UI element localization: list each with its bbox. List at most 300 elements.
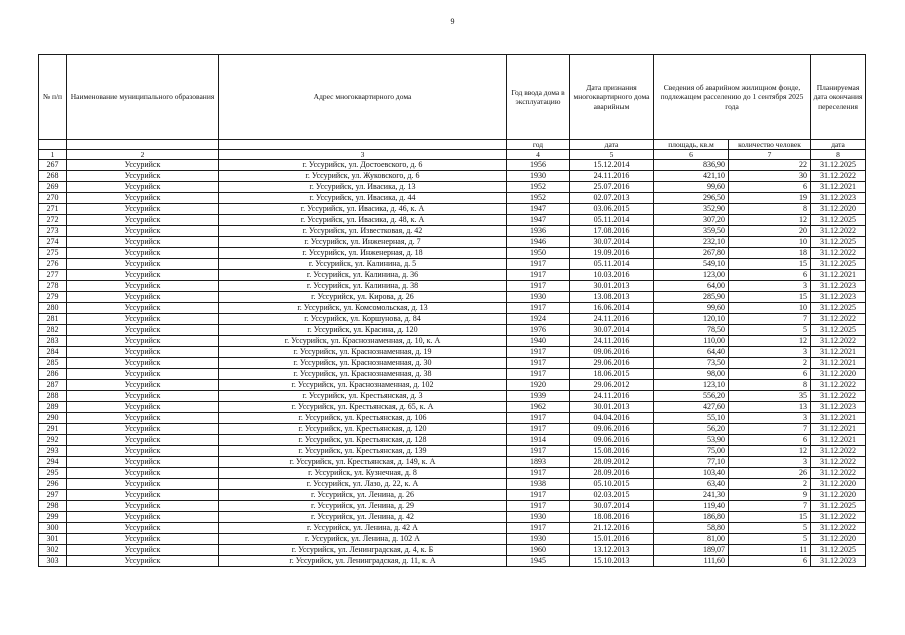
municipality-cell: Уссурийск — [67, 303, 219, 314]
municipality-cell: Уссурийск — [67, 292, 219, 303]
column-index: 1 — [39, 150, 67, 160]
header-recognition-date: Дата признания многоквартирного дома аварийным — [570, 55, 654, 140]
address-cell: г. Уссурийск, ул. Достоевского, д. 6 — [219, 160, 507, 171]
address-cell: г. Уссурийск, ул. Лазо, д. 22, к. А — [219, 479, 507, 490]
year-cell: 1917 — [507, 413, 570, 424]
address-cell: г. Уссурийск, ул. Красина, д. 120 — [219, 325, 507, 336]
people-cell: 3 — [729, 413, 811, 424]
address-cell: г. Уссурийск, ул. Крестьянская, д. 139 — [219, 446, 507, 457]
recognition-date-cell: 13.08.2013 — [570, 292, 654, 303]
unit-area: площадь, кв.м — [654, 140, 729, 150]
column-index: 6 — [654, 150, 729, 160]
table-row — [39, 545, 866, 556]
area-cell: 296,50 — [654, 193, 729, 204]
municipality-cell: Уссурийск — [67, 270, 219, 281]
address-cell: г. Уссурийск, ул. Крестьянская, д. 65, к. А — [219, 402, 507, 413]
recognition-date-cell: 30.01.2013 — [570, 281, 654, 292]
address-cell: г. Уссурийск, ул. Калинина, д. 36 — [219, 270, 507, 281]
people-cell: 5 — [729, 325, 811, 336]
address-cell: г. Уссурийск, ул. Калинина, д. 5 — [219, 259, 507, 270]
area-cell: 556,20 — [654, 391, 729, 402]
address-cell: г. Уссурийск, ул. Крестьянская, д. 120 — [219, 424, 507, 435]
year-cell: 1917 — [507, 523, 570, 534]
row-number: 301 — [39, 534, 67, 545]
municipality-cell: Уссурийск — [67, 501, 219, 512]
row-number: 286 — [39, 369, 67, 380]
table-row — [39, 468, 866, 479]
people-cell: 8 — [729, 204, 811, 215]
recognition-date-cell: 18.08.2016 — [570, 512, 654, 523]
area-cell: 73,50 — [654, 358, 729, 369]
recognition-date-cell: 25.07.2016 — [570, 182, 654, 193]
area-cell: 58,80 — [654, 523, 729, 534]
address-cell: г. Уссурийск, ул. Кирова, д. 26 — [219, 292, 507, 303]
table-row — [39, 193, 866, 204]
address-cell: г. Уссурийск, ул. Жуковского, д. 6 — [219, 171, 507, 182]
planned-end-cell: 31.12.2020 — [811, 534, 866, 545]
address-cell: г. Уссурийск, ул. Ленина, д. 102 А — [219, 534, 507, 545]
recognition-date-cell: 15.08.2016 — [570, 446, 654, 457]
row-number: 290 — [39, 413, 67, 424]
people-cell: 15 — [729, 259, 811, 270]
table-header — [39, 55, 866, 160]
recognition-date-cell: 30.07.2014 — [570, 237, 654, 248]
address-cell: г. Уссурийск, ул. Ленинградская, д. 11, к. А — [219, 556, 507, 567]
municipality-cell: Уссурийск — [67, 446, 219, 457]
year-cell: 1952 — [507, 182, 570, 193]
municipality-cell: Уссурийск — [67, 281, 219, 292]
address-cell: г. Уссурийск, ул. Краснознаменная, д. 10, к. А — [219, 336, 507, 347]
people-cell: 12 — [729, 446, 811, 457]
address-cell: г. Уссурийск, ул. Инженерная, д. 18 — [219, 248, 507, 259]
year-cell: 1947 — [507, 215, 570, 226]
year-cell: 1893 — [507, 457, 570, 468]
page-number: 9 — [450, 17, 455, 26]
recognition-date-cell: 28.09.2016 — [570, 468, 654, 479]
area-cell: 64,00 — [654, 281, 729, 292]
recognition-date-cell: 05.10.2015 — [570, 479, 654, 490]
municipality-cell: Уссурийск — [67, 435, 219, 446]
planned-end-cell: 31.12.2023 — [811, 193, 866, 204]
row-number: 267 — [39, 160, 67, 171]
row-number: 277 — [39, 270, 67, 281]
municipality-cell: Уссурийск — [67, 215, 219, 226]
row-number: 275 — [39, 248, 67, 259]
year-cell: 1917 — [507, 369, 570, 380]
address-cell: г. Уссурийск, ул. Краснознаменная, д. 38 — [219, 369, 507, 380]
row-number: 297 — [39, 490, 67, 501]
table-row — [39, 413, 866, 424]
row-number: 298 — [39, 501, 67, 512]
address-cell: г. Уссурийск, ул. Краснознаменная, д. 30 — [219, 358, 507, 369]
table-row — [39, 171, 866, 182]
row-number: 268 — [39, 171, 67, 182]
table-row — [39, 446, 866, 457]
planned-end-cell: 31.12.2022 — [811, 248, 866, 259]
table-row — [39, 325, 866, 336]
table-row — [39, 402, 866, 413]
row-number: 280 — [39, 303, 67, 314]
planned-end-cell: 31.12.2022 — [811, 446, 866, 457]
area-cell: 110,00 — [654, 336, 729, 347]
address-cell: г. Уссурийск, ул. Крестьянская, д. 149, к. А — [219, 457, 507, 468]
header-planned-end: Планируемая дата окончания переселения — [811, 55, 866, 140]
people-cell: 7 — [729, 501, 811, 512]
planned-end-cell: 31.12.2023 — [811, 281, 866, 292]
header-num: № п/п — [39, 55, 67, 140]
year-cell: 1917 — [507, 490, 570, 501]
year-cell: 1952 — [507, 193, 570, 204]
address-cell: г. Уссурийск, ул. Коршунова, д. 84 — [219, 314, 507, 325]
table-row — [39, 270, 866, 281]
municipality-cell: Уссурийск — [67, 226, 219, 237]
area-cell: 111,60 — [654, 556, 729, 567]
municipality-cell: Уссурийск — [67, 490, 219, 501]
table-row — [39, 523, 866, 534]
row-number: 303 — [39, 556, 67, 567]
row-number: 288 — [39, 391, 67, 402]
area-cell: 78,50 — [654, 325, 729, 336]
municipality-cell: Уссурийск — [67, 325, 219, 336]
planned-end-cell: 31.12.2022 — [811, 468, 866, 479]
row-number: 274 — [39, 237, 67, 248]
row-number: 292 — [39, 435, 67, 446]
area-cell: 427,60 — [654, 402, 729, 413]
area-cell: 123,00 — [654, 270, 729, 281]
area-cell: 836,90 — [654, 160, 729, 171]
table-row — [39, 347, 866, 358]
table-row — [39, 457, 866, 468]
recognition-date-cell: 03.06.2015 — [570, 204, 654, 215]
recognition-date-cell: 30.07.2014 — [570, 501, 654, 512]
planned-end-cell: 31.12.2025 — [811, 160, 866, 171]
address-cell: г. Уссурийск, ул. Ивасика, д. 13 — [219, 182, 507, 193]
table-row — [39, 479, 866, 490]
area-cell: 63,40 — [654, 479, 729, 490]
people-cell: 7 — [729, 424, 811, 435]
people-cell: 22 — [729, 160, 811, 171]
recognition-date-cell: 02.07.2013 — [570, 193, 654, 204]
row-number: 273 — [39, 226, 67, 237]
table-row — [39, 501, 866, 512]
people-cell: 3 — [729, 457, 811, 468]
people-cell: 19 — [729, 193, 811, 204]
planned-end-cell: 31.12.2020 — [811, 204, 866, 215]
recognition-date-cell: 24.11.2016 — [570, 391, 654, 402]
planned-end-cell: 31.12.2021 — [811, 413, 866, 424]
planned-end-cell: 31.12.2022 — [811, 336, 866, 347]
year-cell: 1917 — [507, 468, 570, 479]
recognition-date-cell: 15.10.2013 — [570, 556, 654, 567]
column-index-row — [39, 150, 866, 160]
table-row — [39, 512, 866, 523]
row-number: 279 — [39, 292, 67, 303]
row-number: 295 — [39, 468, 67, 479]
year-cell: 1938 — [507, 479, 570, 490]
year-cell: 1917 — [507, 270, 570, 281]
table-row — [39, 391, 866, 402]
address-cell: г. Уссурийск, ул. Краснознаменная, д. 102 — [219, 380, 507, 391]
people-cell: 18 — [729, 248, 811, 259]
year-cell: 1947 — [507, 204, 570, 215]
row-number: 271 — [39, 204, 67, 215]
area-cell: 285,90 — [654, 292, 729, 303]
area-cell: 241,30 — [654, 490, 729, 501]
row-number: 289 — [39, 402, 67, 413]
people-cell: 6 — [729, 270, 811, 281]
recognition-date-cell: 02.03.2015 — [570, 490, 654, 501]
planned-end-cell: 31.12.2021 — [811, 347, 866, 358]
planned-end-cell: 31.12.2023 — [811, 556, 866, 567]
people-cell: 7 — [729, 314, 811, 325]
unit-recognition-date: дата — [570, 140, 654, 150]
year-cell: 1946 — [507, 237, 570, 248]
recognition-date-cell: 30.07.2014 — [570, 325, 654, 336]
address-cell: г. Уссурийск, ул. Крестьянская, д. 106 — [219, 413, 507, 424]
year-cell: 1917 — [507, 358, 570, 369]
address-cell: г. Уссурийск, ул. Ленина, д. 29 — [219, 501, 507, 512]
table-row — [39, 435, 866, 446]
year-cell: 1950 — [507, 248, 570, 259]
table-row — [39, 490, 866, 501]
planned-end-cell: 31.12.2022 — [811, 226, 866, 237]
planned-end-cell: 31.12.2022 — [811, 523, 866, 534]
area-cell: 64,40 — [654, 347, 729, 358]
area-cell: 123,10 — [654, 380, 729, 391]
planned-end-cell: 31.12.2020 — [811, 490, 866, 501]
year-cell: 1917 — [507, 259, 570, 270]
municipality-cell: Уссурийск — [67, 545, 219, 556]
people-cell: 6 — [729, 435, 811, 446]
recognition-date-cell: 16.06.2014 — [570, 303, 654, 314]
recognition-date-cell: 05.11.2014 — [570, 215, 654, 226]
municipality-cell: Уссурийск — [67, 523, 219, 534]
planned-end-cell: 31.12.2022 — [811, 314, 866, 325]
year-cell: 1914 — [507, 435, 570, 446]
year-cell: 1945 — [507, 556, 570, 567]
people-cell: 12 — [729, 336, 811, 347]
address-cell: г. Уссурийск, ул. Ивасика, д. 46, к. А — [219, 204, 507, 215]
people-cell: 6 — [729, 369, 811, 380]
municipality-cell: Уссурийск — [67, 391, 219, 402]
municipality-cell: Уссурийск — [67, 193, 219, 204]
recognition-date-cell: 15.01.2016 — [570, 534, 654, 545]
year-cell: 1930 — [507, 534, 570, 545]
row-number: 287 — [39, 380, 67, 391]
unit-empty — [67, 140, 219, 150]
area-cell: 98,00 — [654, 369, 729, 380]
area-cell: 421,10 — [654, 171, 729, 182]
address-cell: г. Уссурийск, ул. Ивасика, д. 48, к. А — [219, 215, 507, 226]
year-cell: 1917 — [507, 347, 570, 358]
people-cell: 6 — [729, 556, 811, 567]
area-cell: 232,10 — [654, 237, 729, 248]
planned-end-cell: 31.12.2021 — [811, 270, 866, 281]
row-number: 283 — [39, 336, 67, 347]
table-row — [39, 259, 866, 270]
recognition-date-cell: 24.11.2016 — [570, 171, 654, 182]
municipality-cell: Уссурийск — [67, 204, 219, 215]
year-cell: 1956 — [507, 160, 570, 171]
recognition-date-cell: 09.06.2016 — [570, 347, 654, 358]
year-cell: 1960 — [507, 545, 570, 556]
row-number: 291 — [39, 424, 67, 435]
people-cell: 30 — [729, 171, 811, 182]
area-cell: 307,20 — [654, 215, 729, 226]
row-number: 282 — [39, 325, 67, 336]
planned-end-cell: 31.12.2022 — [811, 380, 866, 391]
header-municipality: Наименование муниципального образования — [67, 55, 219, 140]
planned-end-cell: 31.12.2022 — [811, 457, 866, 468]
year-cell: 1930 — [507, 171, 570, 182]
address-cell: г. Уссурийск, ул. Калинина, д. 38 — [219, 281, 507, 292]
year-cell: 1930 — [507, 512, 570, 523]
table-row — [39, 160, 866, 171]
area-cell: 56,20 — [654, 424, 729, 435]
people-cell: 26 — [729, 468, 811, 479]
planned-end-cell: 31.12.2023 — [811, 402, 866, 413]
planned-end-cell: 31.12.2025 — [811, 215, 866, 226]
people-cell: 5 — [729, 523, 811, 534]
table-body — [39, 160, 866, 567]
row-number: 296 — [39, 479, 67, 490]
unit-year: год — [507, 140, 570, 150]
municipality-cell: Уссурийск — [67, 380, 219, 391]
row-number: 272 — [39, 215, 67, 226]
column-index: 4 — [507, 150, 570, 160]
address-cell: г. Уссурийск, ул. Ивасика, д. 44 — [219, 193, 507, 204]
recognition-date-cell: 28.09.2012 — [570, 457, 654, 468]
year-cell: 1917 — [507, 424, 570, 435]
municipality-cell: Уссурийск — [67, 237, 219, 248]
municipality-cell: Уссурийск — [67, 468, 219, 479]
address-cell: г. Уссурийск, ул. Инженерная, д. 7 — [219, 237, 507, 248]
recognition-date-cell: 29.06.2012 — [570, 380, 654, 391]
row-number: 269 — [39, 182, 67, 193]
address-cell: г. Уссурийск, ул. Ленина, д. 42 — [219, 512, 507, 523]
municipality-cell: Уссурийск — [67, 336, 219, 347]
people-cell: 13 — [729, 402, 811, 413]
area-cell: 103,40 — [654, 468, 729, 479]
area-cell: 119,40 — [654, 501, 729, 512]
table-row — [39, 534, 866, 545]
municipality-cell: Уссурийск — [67, 347, 219, 358]
column-index: 8 — [811, 150, 866, 160]
recognition-date-cell: 29.06.2016 — [570, 358, 654, 369]
municipality-cell: Уссурийск — [67, 534, 219, 545]
table-row — [39, 303, 866, 314]
recognition-date-cell: 24.11.2016 — [570, 314, 654, 325]
column-index: 3 — [219, 150, 507, 160]
municipality-cell: Уссурийск — [67, 402, 219, 413]
people-cell: 15 — [729, 292, 811, 303]
header-fund-info: Сведения об аварийном жилищном фонде, подлежащем расселению до 1 сентября 2025 года — [654, 55, 811, 140]
recognition-date-cell: 21.12.2016 — [570, 523, 654, 534]
recognition-date-cell: 09.06.2016 — [570, 435, 654, 446]
planned-end-cell: 31.12.2025 — [811, 325, 866, 336]
year-cell: 1924 — [507, 314, 570, 325]
row-number: 293 — [39, 446, 67, 457]
planned-end-cell: 31.12.2025 — [811, 501, 866, 512]
year-cell: 1917 — [507, 303, 570, 314]
address-cell: г. Уссурийск, ул. Ленина, д. 26 — [219, 490, 507, 501]
area-cell: 186,80 — [654, 512, 729, 523]
year-cell: 1940 — [507, 336, 570, 347]
municipality-cell: Уссурийск — [67, 248, 219, 259]
recognition-date-cell: 05.11.2014 — [570, 259, 654, 270]
column-index: 5 — [570, 150, 654, 160]
table-row — [39, 182, 866, 193]
municipality-cell: Уссурийск — [67, 457, 219, 468]
recognition-date-cell: 13.12.2013 — [570, 545, 654, 556]
table-row — [39, 358, 866, 369]
municipality-cell: Уссурийск — [67, 512, 219, 523]
table-row — [39, 237, 866, 248]
unit-empty — [219, 140, 507, 150]
table-row — [39, 369, 866, 380]
people-cell: 35 — [729, 391, 811, 402]
people-cell: 11 — [729, 545, 811, 556]
recognition-date-cell: 04.04.2016 — [570, 413, 654, 424]
municipality-cell: Уссурийск — [67, 556, 219, 567]
area-cell: 81,00 — [654, 534, 729, 545]
municipality-cell: Уссурийск — [67, 160, 219, 171]
row-number: 270 — [39, 193, 67, 204]
people-cell: 3 — [729, 347, 811, 358]
recognition-date-cell: 30.01.2013 — [570, 402, 654, 413]
planned-end-cell: 31.12.2021 — [811, 435, 866, 446]
unit-people: количество человек — [729, 140, 811, 150]
area-cell: 267,80 — [654, 248, 729, 259]
municipality-cell: Уссурийск — [67, 369, 219, 380]
row-number: 299 — [39, 512, 67, 523]
area-cell: 53,90 — [654, 435, 729, 446]
municipality-cell: Уссурийск — [67, 314, 219, 325]
address-cell: г. Уссурийск, ул. Ленинградская, д. 4, к. Б — [219, 545, 507, 556]
area-cell: 120,10 — [654, 314, 729, 325]
unit-empty — [39, 140, 67, 150]
recognition-date-cell: 10.03.2016 — [570, 270, 654, 281]
people-cell: 10 — [729, 237, 811, 248]
recognition-date-cell: 09.06.2016 — [570, 424, 654, 435]
area-cell: 549,10 — [654, 259, 729, 270]
recognition-date-cell: 24.11.2016 — [570, 336, 654, 347]
people-cell: 5 — [729, 534, 811, 545]
table-row — [39, 380, 866, 391]
area-cell: 55,10 — [654, 413, 729, 424]
planned-end-cell: 31.12.2025 — [811, 545, 866, 556]
municipality-cell: Уссурийск — [67, 358, 219, 369]
row-number: 278 — [39, 281, 67, 292]
planned-end-cell: 31.12.2025 — [811, 259, 866, 270]
municipality-cell: Уссурийск — [67, 424, 219, 435]
year-cell: 1917 — [507, 501, 570, 512]
address-cell: г. Уссурийск, ул. Ленина, д. 42 А — [219, 523, 507, 534]
area-cell: 189,07 — [654, 545, 729, 556]
year-cell: 1930 — [507, 292, 570, 303]
table-row — [39, 314, 866, 325]
table-row — [39, 248, 866, 259]
year-cell: 1936 — [507, 226, 570, 237]
year-cell: 1976 — [507, 325, 570, 336]
table-row — [39, 226, 866, 237]
planned-end-cell: 31.12.2025 — [811, 303, 866, 314]
address-cell: г. Уссурийск, ул. Крестьянская, д. 3 — [219, 391, 507, 402]
people-cell: 20 — [729, 226, 811, 237]
header-year: Год ввода дома в эксплуатацию — [507, 55, 570, 140]
table-row — [39, 424, 866, 435]
people-cell: 15 — [729, 512, 811, 523]
